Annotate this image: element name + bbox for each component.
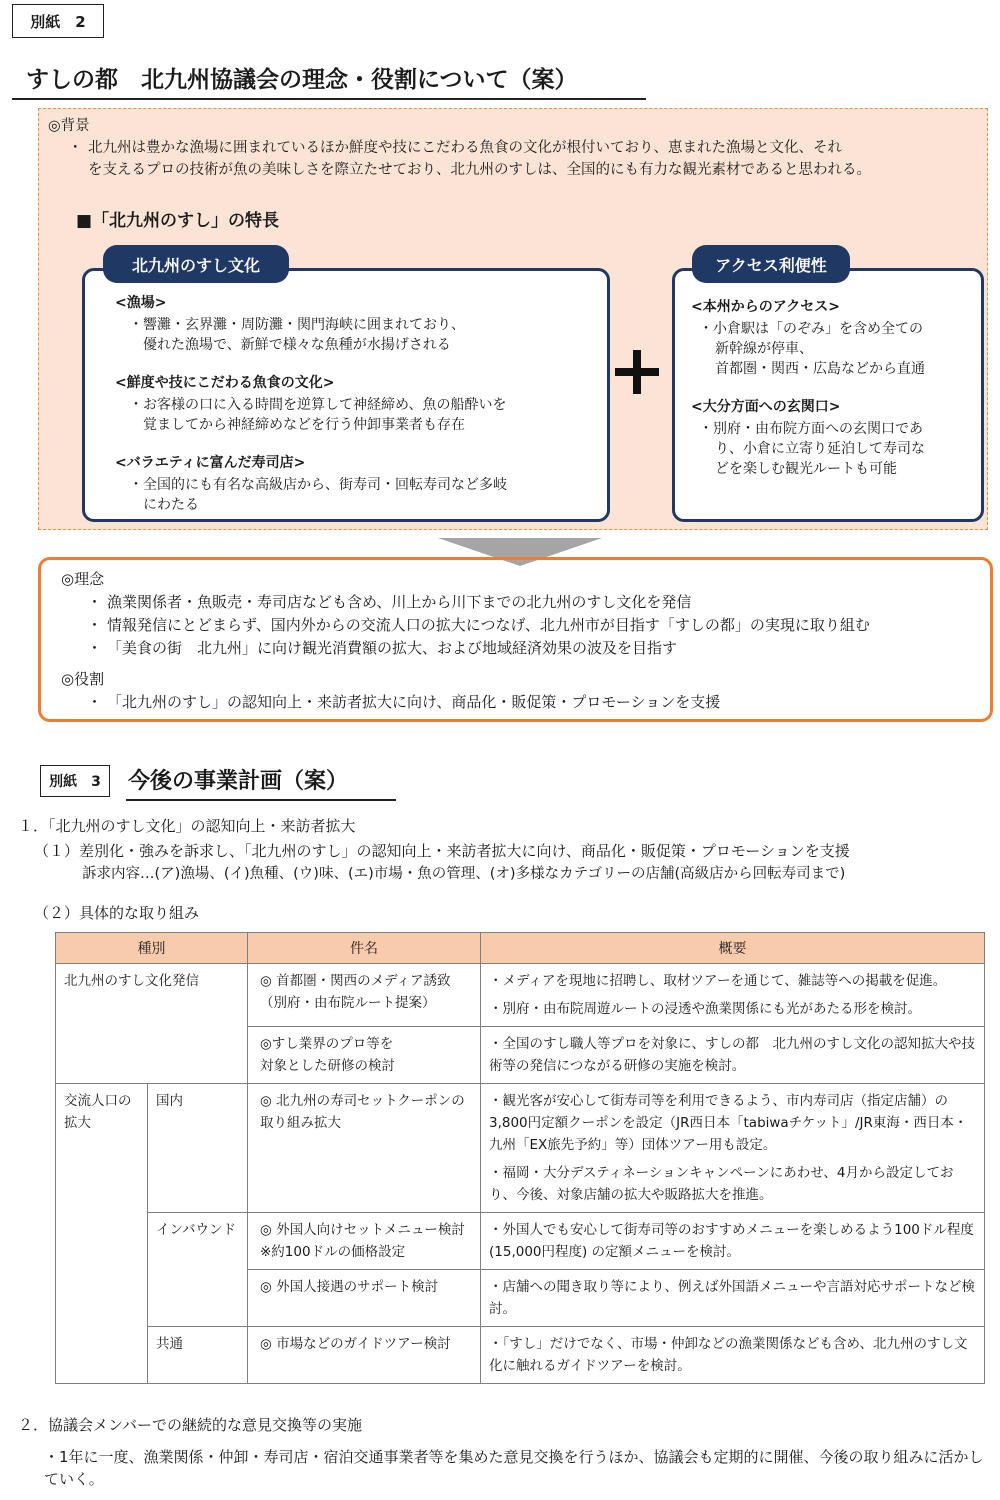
- section-1-2: （２）具体的な取り組み: [34, 904, 200, 922]
- access-oita-line-3: どを楽しむ観光ルートも可能: [715, 461, 897, 477]
- subtype-cell: インバウンド: [148, 1213, 248, 1327]
- name-cell: ◎ 外国人接遇のサポート検討: [248, 1270, 481, 1327]
- philosophy-heading: ◎理念: [61, 570, 105, 588]
- header-name: 件名: [248, 933, 481, 964]
- culture-fishing-line-1: ・響灘・玄界灘・周防灘・関門海峡に囲まれており、: [129, 317, 465, 333]
- summary-line: ・メディアを現地に招聘し、取材ツアーを通じて、雑誌等への掲載を促進。: [489, 973, 947, 989]
- type-cell: 交流人口の拡大: [56, 1084, 148, 1384]
- sushi-culture-card: [82, 268, 610, 522]
- philosophy-panel: [38, 557, 993, 722]
- annex3-title: 今後の事業計画（案）: [126, 765, 396, 801]
- section-2-bullet: ・1年に一度、漁業関係・仲卸・寿司店・宿泊交通事業者等を集めた意見交換を行うほか、協議会も定期的に開催、今後の取り組みに活かしていく。: [44, 1448, 984, 1488]
- table-row: [56, 1084, 985, 1213]
- name-cell: ◎すし業界のプロ等を 対象とした研修の検討: [248, 1027, 481, 1084]
- culture-shops-line-2: にわたる: [143, 497, 199, 513]
- table-row: [56, 1213, 985, 1270]
- role-heading: ◎役割: [61, 670, 105, 688]
- philosophy-bullet-3: 「美食の街 北九州」に向け観光消費額の拡大、および地域経済効果の波及を目指す: [107, 639, 678, 657]
- culture-fishing-title: <漁場>: [115, 295, 167, 311]
- summary-cell: [481, 1084, 985, 1213]
- plus-icon: [615, 350, 659, 394]
- name-cell: ◎ 外国人向けセットメニュー検討 ※約100ドルの価格設定: [248, 1213, 481, 1270]
- culture-shops-line-1: ・全国的にも有名な高級店から、街寿司・回転寿司など多岐: [129, 477, 507, 493]
- summary-cell: [481, 964, 985, 1027]
- role-bullet-dot: ・: [87, 693, 103, 711]
- section-1-1-appeal: 訴求内容…(ア)漁場、(イ)魚種、(ウ)味、(エ)市場・魚の管理、(オ)多様なカテゴリーの店舗(高級店から回転寿司まで): [82, 866, 846, 882]
- access-label: アクセス利便性: [692, 245, 850, 283]
- background-heading: ◎背景: [48, 118, 90, 134]
- section-1-1: （１）差別化・強みを訴求し、「北九州のすし」の認知向上・来訪者拡大に向け、商品化・販促策・プロモーションを支援: [34, 842, 850, 860]
- table-row: [56, 964, 985, 1027]
- philosophy-bullet-1-dot: ・: [87, 593, 103, 611]
- name-cell: ◎ 市場などのガイドツアー検討: [248, 1327, 481, 1384]
- background-bullet: ・: [68, 140, 83, 156]
- summary-line: ・別府・由布院周遊ルートの浸透や漁業関係にも光があたる形を検討。: [489, 1001, 921, 1017]
- annex2-title: すしの都 北九州協議会の理念・役割について（案）: [12, 62, 646, 100]
- philosophy-bullet-3-dot: ・: [87, 639, 103, 657]
- culture-food-line-2: 覚ましてから神経締めなどを行う仲卸事業者も存在: [143, 417, 465, 433]
- culture-shops-title: <バラエティに富んだ寿司店>: [115, 455, 306, 471]
- section-1-heading: １．「北九州のすし文化」の認知向上・来訪者拡大: [18, 817, 356, 835]
- summary-cell: ・店舗への聞き取り等により、例えば外国語メニューや言語対応サポートなど検討。: [481, 1270, 985, 1327]
- table-header-row: [56, 933, 985, 964]
- culture-food-line-1: ・お客様の口に入る時間を逆算して神経締め、魚の船酔いを: [129, 397, 507, 413]
- access-oita-line-2: り、小倉に立寄り延泊して寿司な: [715, 441, 925, 457]
- access-oita-line-1: ・別府・由布院方面への玄関口であ: [699, 421, 923, 437]
- summary-cell: ・全国のすし職人等プロを対象に、すしの都 北九州のすし文化の認知拡大や技術等の発信につながる研修の実施を検討。: [481, 1027, 985, 1084]
- initiatives-table: [55, 932, 985, 1384]
- type-cell: 北九州のすし文化発信: [56, 964, 248, 1084]
- sushi-culture-label: 北九州のすし文化: [103, 245, 289, 283]
- features-heading: ■「北九州のすし」の特長: [76, 211, 280, 231]
- name-cell: ◎ 北九州の寿司セットクーポンの 取り組み拡大: [248, 1084, 481, 1213]
- summary-line: ・観光客が安心して街寿司等を利用できるよう、市内寿司店（指定店舗）の3,800円定額クーポンを設定（JR西日本「tabiwaチケット」/JR東海・西日本・九州「EX旅先予約」等）団体ツアー用も設定。: [489, 1093, 968, 1153]
- subtype-cell: 国内: [148, 1084, 248, 1213]
- annex2-tag: 別紙 2: [12, 4, 104, 38]
- background-line-1: 北九州は豊かな漁場に囲まれているほか鮮度や技にこだわる魚食の文化が根付いており、恵まれた漁場と文化、それ: [88, 140, 842, 156]
- philosophy-bullet-2-dot: ・: [87, 616, 103, 634]
- access-honshu-line-3: 首都圏・関西・広島などから直通: [715, 361, 925, 377]
- summary-line: ・福岡・大分デスティネーションキャンペーンにあわせ、4月から設定しており、今後、対象店舗の拡大や販路拡大を推進。: [489, 1165, 954, 1203]
- access-honshu-line-1: ・小倉駅は「のぞみ」を含め全ての: [699, 321, 923, 337]
- access-honshu-line-2: 新幹線が停車、: [715, 341, 813, 357]
- subtype-cell: 共通: [148, 1327, 248, 1384]
- table-row: [56, 1327, 985, 1384]
- header-summary: 概要: [481, 933, 985, 964]
- header-type: 種別: [56, 933, 248, 964]
- philosophy-bullet-1: 漁業関係者・魚販売・寿司店なども含め、川上から川下までの北九州のすし文化を発信: [107, 593, 692, 611]
- background-line-2: を支えるプロの技術が魚の美味しさを際立たせており、北九州のすしは、全国的にも有力な観光素材であると思われる。: [88, 162, 871, 178]
- section-2-heading: ２．協議会メンバーでの継続的な意見交換等の実施: [18, 1416, 362, 1434]
- culture-fishing-line-2: 優れた漁場で、新鮮で様々な魚種が水揚げされる: [143, 337, 451, 353]
- philosophy-bullet-2: 情報発信にとどまらず、国内外からの交流人口の拡大につなげ、北九州市が目指す「すしの都」の実現に取り組む: [107, 616, 870, 634]
- annex3-tag: 別紙 3: [40, 765, 110, 797]
- culture-food-title: <鮮度や技にこだわる魚食の文化>: [115, 375, 335, 391]
- summary-cell: ・「すし」だけでなく、市場・仲卸などの漁業関係なども含め、北九州のすし文化に触れるガイドツアーを検討。: [481, 1327, 985, 1384]
- role-bullet-1: 「北九州のすし」の認知向上・来訪者拡大に向け、商品化・販促策・プロモーションを支援: [107, 693, 721, 711]
- access-honshu-title: <本州からのアクセス>: [691, 299, 841, 315]
- name-cell: ◎ 首都圏・関西のメディア誘致 （別府・由布院ルート提案）: [248, 964, 481, 1027]
- summary-cell: ・外国人でも安心して街寿司等のおすすめメニューを楽しめるよう100ドル程度(15,000円程度) の定額メニューを検討。: [481, 1213, 985, 1270]
- access-card: [672, 268, 984, 522]
- access-oita-title: <大分方面への玄関口>: [691, 399, 841, 415]
